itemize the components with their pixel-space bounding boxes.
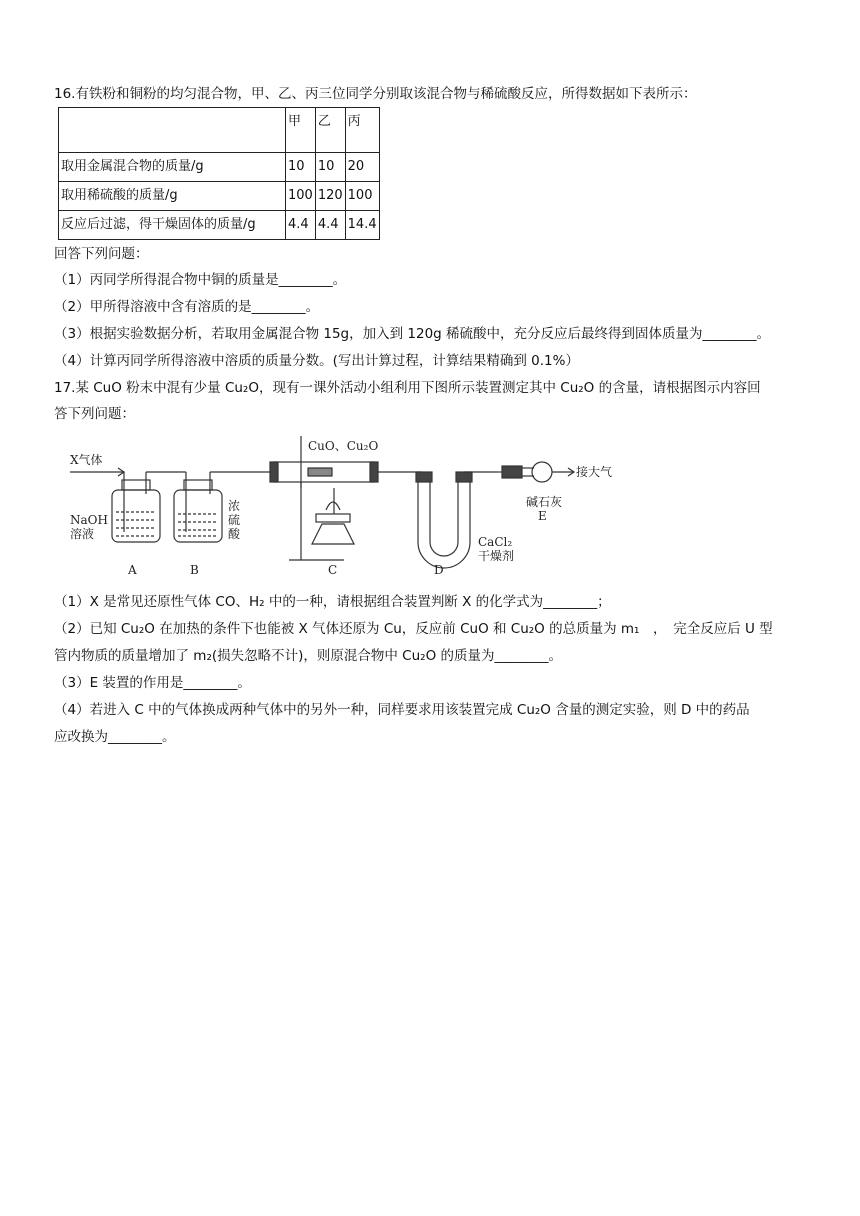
table-row-label: 取用稀硫酸的质量/g xyxy=(59,182,286,211)
table-row-label: 反应后过滤，得干燥固体的质量/g xyxy=(59,211,286,240)
table-row xyxy=(59,153,380,182)
cuo-cu2o-label: CuO、Cu₂O xyxy=(308,439,379,453)
q16-sub-3: （3）根据实验数据分析，若取用金属混合物 15g，加入到 120g 稀硫酸中，充分反应后最终得到固体质量为________。 xyxy=(54,326,771,342)
table-cell: 10 xyxy=(286,153,316,182)
q17-stem-line-1: 17.某 CuO 粉末中混有少量 Cu₂O，现有一课外活动小组利用下图所示装置测定其中 Cu₂O 的含量，请根据图示内容回 xyxy=(54,380,761,396)
drying-tube-e xyxy=(494,462,574,482)
to-atmosphere-label: 接大气 xyxy=(576,465,613,479)
table-cell: 100 xyxy=(286,182,316,211)
q17-sub-4-line-1: （4）若进入 C 中的气体换成两种气体中的另外一种，同样要求用该装置完成 Cu₂O 含量的测定实验，则 D 中的药品 xyxy=(54,702,750,718)
q17-sub-4-line-2: 应改换为________。 xyxy=(54,729,176,745)
label-e: E xyxy=(538,509,547,523)
label-d: D xyxy=(434,563,444,577)
q16-prompt: 回答下列问题： xyxy=(54,246,149,262)
x-gas-label: X气体 xyxy=(70,453,103,467)
table-cell: 20 xyxy=(345,153,379,182)
table-cell: 120 xyxy=(315,182,345,211)
reaction-tube-c xyxy=(270,436,404,560)
table-cell: 14.4 xyxy=(345,211,379,240)
table-cell: 100 xyxy=(345,182,379,211)
naoh-label-2: 溶液 xyxy=(70,527,95,541)
q17-sub-3: （3）E 装置的作用是________。 xyxy=(54,675,251,691)
label-c: C xyxy=(328,563,338,577)
table-header-cell: 乙 xyxy=(315,108,345,153)
table-cell: 4.4 xyxy=(315,211,345,240)
q17-sub-2-line-1: （2）已知 Cu₂O 在加热的条件下也能被 X 气体还原为 Cu，反应前 CuO 和 Cu₂O 的总质量为 m₁ ， 完全反应后 U 型 xyxy=(54,621,773,637)
label-a: A xyxy=(128,563,137,577)
table-cell: 10 xyxy=(315,153,345,182)
q16-stem: 16.有铁粉和铜粉的均匀混合物，甲、乙、丙三位同学分别取该混合物与稀硫酸反应，所得数据如下表所示： xyxy=(54,86,697,102)
desiccant-label: 干燥剂 xyxy=(478,549,515,563)
table-row xyxy=(59,211,380,240)
table-cell xyxy=(59,108,286,153)
acid-label-2: 硫 xyxy=(228,513,241,527)
table-row xyxy=(59,182,380,211)
apparatus-diagram xyxy=(64,432,624,580)
q16-sub-4: （4）计算丙同学所得溶液中溶质的质量分数。(写出计算过程，计算结果精确到 0.1%） xyxy=(54,353,579,369)
soda-lime-label: 碱石灰 xyxy=(526,495,563,509)
q17-sub-2-line-2: 管内物质的质量增加了 m₂(损失忽略不计)，则原混合物中 Cu₂O 的质量为________。 xyxy=(54,648,562,664)
table-header-cell: 甲 xyxy=(286,108,316,153)
cacl2-label: CaCl₂ xyxy=(478,535,513,549)
q17-sub-1: （1）X 是常见还原性气体 CO、H₂ 中的一种，请根据组合装置判断 X 的化学式为________； xyxy=(54,594,611,610)
acid-label-1: 浓 xyxy=(228,499,241,513)
q16-data-table xyxy=(58,107,380,240)
naoh-label-1: NaOH xyxy=(70,513,108,527)
table-cell: 4.4 xyxy=(286,211,316,240)
q16-sub-2: （2）甲所得溶液中含有溶质的是________。 xyxy=(54,299,320,315)
table-row-label: 取用金属混合物的质量/g xyxy=(59,153,286,182)
acid-label-3: 酸 xyxy=(228,527,241,541)
wash-bottle-a xyxy=(112,472,186,542)
q17-stem-line-2: 答下列问题： xyxy=(54,406,135,422)
label-b: B xyxy=(190,563,199,577)
table-header-row xyxy=(59,108,380,153)
wash-bottle-b xyxy=(174,472,274,542)
q16-sub-1: （1）丙同学所得混合物中铜的质量是________。 xyxy=(54,272,347,288)
table-header-cell: 丙 xyxy=(345,108,379,153)
